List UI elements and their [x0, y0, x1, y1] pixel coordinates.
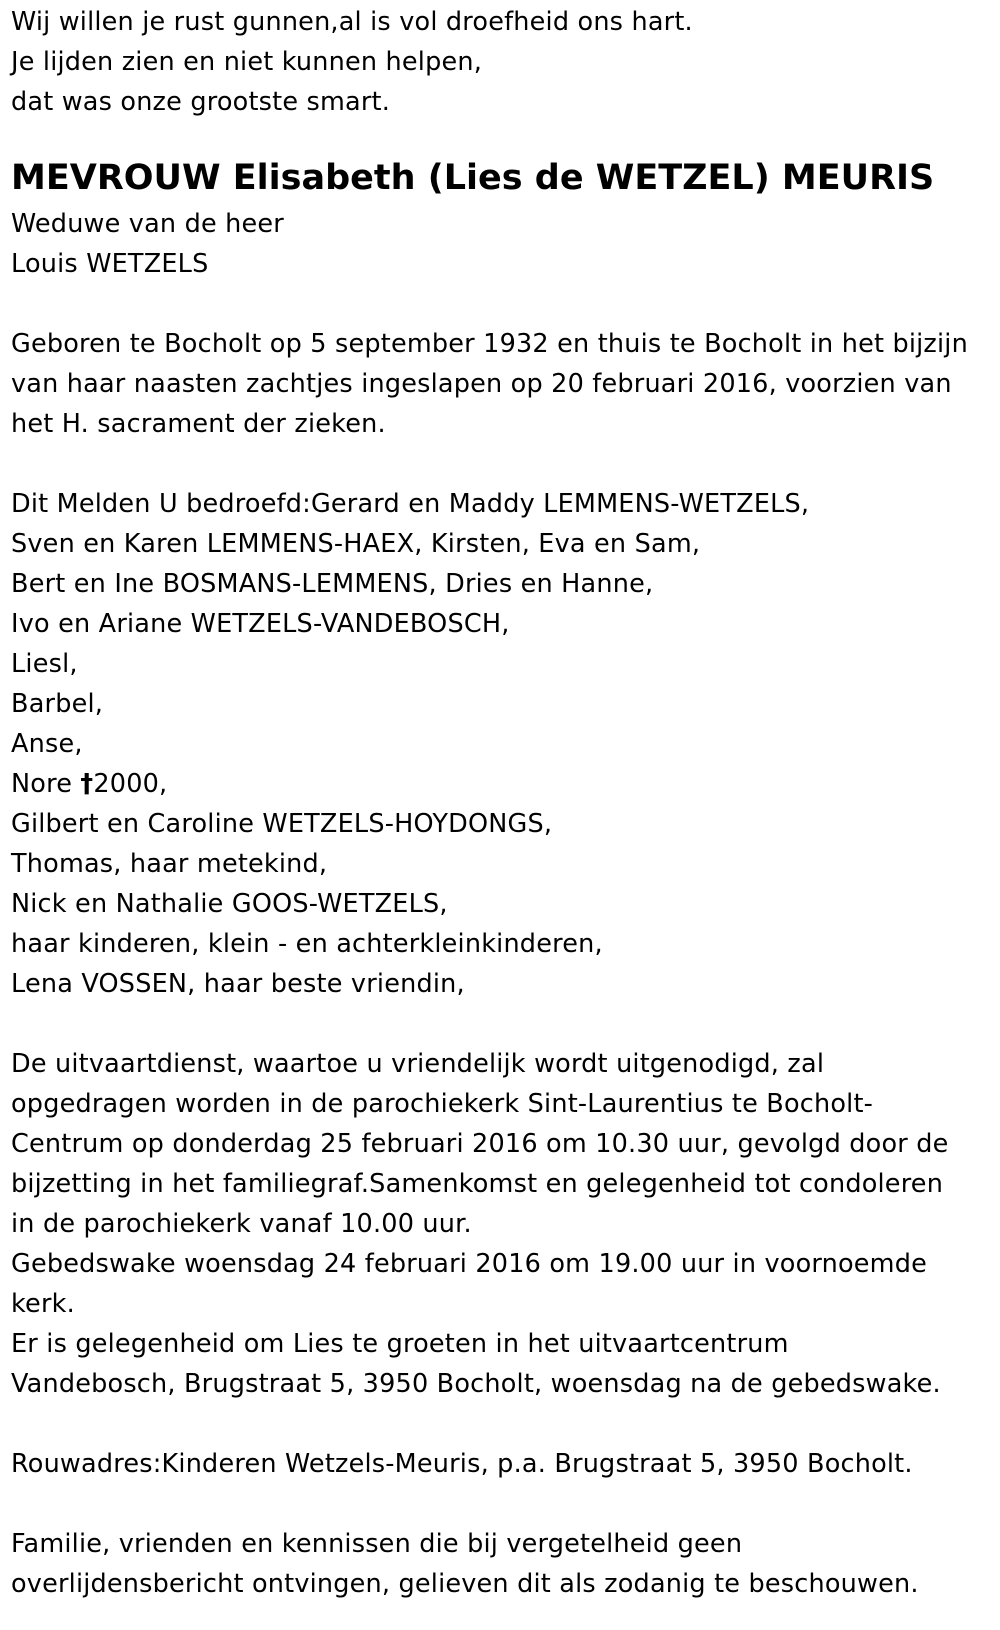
- family-list: [11, 484, 980, 1004]
- paragraph-line: Er is gelegenheid om Lies te groeten in het uitvaartcentrum: [11, 1329, 789, 1359]
- poem-line: Wij willen je rust gunnen,al is vol droefheid ons hart.: [11, 7, 693, 37]
- nore-name: Nore: [11, 769, 73, 799]
- family-line: Gilbert en Caroline WETZELS-HOYDONGS,: [11, 809, 553, 839]
- paragraph-line: kerk.: [11, 1289, 75, 1319]
- family-line: Barbel,: [11, 689, 104, 719]
- family-line: Dit Melden U bedroefd:Gerard en Maddy LEMMENS-WETZELS,: [11, 489, 810, 519]
- paragraph-line: Gebedswake woensdag 24 februari 2016 om 19.00 uur in voornoemde: [11, 1249, 927, 1279]
- paragraph-line: Vandebosch, Brugstraat 5, 3950 Bocholt, woensdag na de gebedswake.: [11, 1369, 941, 1399]
- nore-year: 2000,: [93, 769, 168, 799]
- family-line: Ivo en Ariane WETZELS-VANDEBOSCH,: [11, 609, 510, 639]
- widow-of-line: Weduwe van de heer: [11, 209, 284, 239]
- family-line: Liesl,: [11, 649, 78, 679]
- family-line: Nick en Nathalie GOOS-WETZELS,: [11, 889, 448, 919]
- closing-paragraph: [11, 1524, 980, 1604]
- paragraph-line: van haar naasten zachtjes ingeslapen op 20 februari 2016, voorzien van: [11, 369, 952, 399]
- family-line-nore: [11, 764, 980, 804]
- family-line: Anse,: [11, 729, 83, 759]
- mourning-address: Rouwadres:Kinderen Wetzels-Meuris, p.a. Brugstraat 5, 3950 Bocholt.: [11, 1449, 913, 1479]
- paragraph-line: bijzetting in het familiegraf.Samenkomst en gelegenheid tot condoleren: [11, 1169, 944, 1199]
- funeral-paragraph: [11, 1044, 980, 1404]
- widow-of: [11, 204, 980, 284]
- birth-death-paragraph: [11, 324, 980, 444]
- family-line: Sven en Karen LEMMENS-HAEX, Kirsten, Eva en Sam,: [11, 529, 701, 559]
- paragraph-line: het H. sacrament der zieken.: [11, 409, 386, 439]
- paragraph-line: overlijdensbericht ontvingen, gelieven dit als zodanig te beschouwen.: [11, 1569, 919, 1599]
- deceased-name-title: MEVROUW Elisabeth (Lies de WETZEL) MEURIS: [11, 158, 935, 198]
- paragraph-line: Centrum op donderdag 25 februari 2016 om 10.30 uur, gevolgd door de: [11, 1129, 949, 1159]
- paragraph-line: in de parochiekerk vanaf 10.00 uur.: [11, 1209, 472, 1239]
- paragraph-line: opgedragen worden in de parochiekerk Sint-Laurentius te Bocholt-: [11, 1089, 874, 1119]
- family-line: haar kinderen, klein - en achterkleinkinderen,: [11, 929, 603, 959]
- paragraph-line: Familie, vrienden en kennissen die bij vergetelheid geen: [11, 1529, 743, 1559]
- poem-line: dat was onze grootste smart.: [11, 87, 391, 117]
- cross-icon: †: [80, 769, 94, 799]
- family-line: Lena VOSSEN, haar beste vriendin,: [11, 969, 465, 999]
- poem-line: Je lijden zien en niet kunnen helpen,: [11, 47, 483, 77]
- family-line: Bert en Ine BOSMANS-LEMMENS, Dries en Hanne,: [11, 569, 654, 599]
- paragraph-line: Geboren te Bocholt op 5 september 1932 en thuis te Bocholt in het bijzijn: [11, 329, 968, 359]
- family-line: Thomas, haar metekind,: [11, 849, 328, 879]
- widow-of-line: Louis WETZELS: [11, 249, 209, 279]
- paragraph-line: De uitvaartdienst, waartoe u vriendelijk wordt uitgenodigd, zal: [11, 1049, 825, 1079]
- poem: [11, 2, 980, 122]
